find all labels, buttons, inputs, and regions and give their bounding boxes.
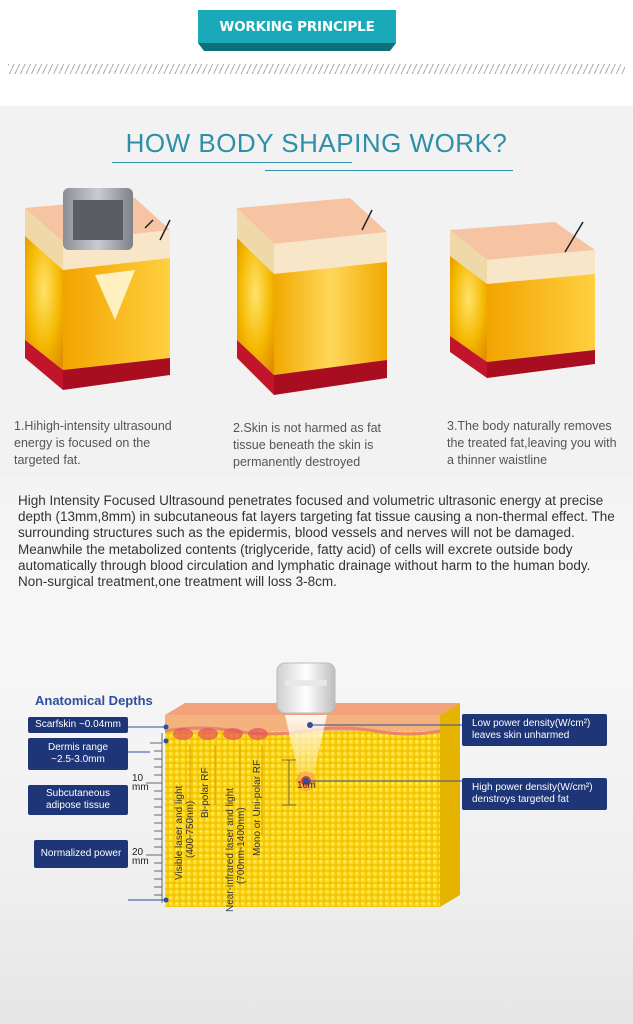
caption-line: a thinner waistline xyxy=(447,453,548,467)
caption-line: 2.Skin is not harmed as fat xyxy=(233,421,381,435)
scale-value: 20 xyxy=(132,847,144,858)
skin-block-illustration-1 xyxy=(15,180,175,400)
label-text: Subcutaneous xyxy=(46,788,110,799)
adipose-label xyxy=(28,785,128,815)
skin-block-illustration-2 xyxy=(232,180,392,400)
scale-unit: mm xyxy=(132,856,149,867)
label-text: adipose tissue xyxy=(46,800,110,811)
beam-text: Mono or Uni-polar RF xyxy=(252,759,263,856)
banner-title: WORKING PRINCIPLE xyxy=(198,10,396,43)
scale-10mm xyxy=(132,774,149,792)
title-underline xyxy=(265,170,513,171)
scale-20mm xyxy=(132,848,149,866)
paragraph-line: surrounding structures such as the epidermis, blood vessels and nerves will not be damaged. xyxy=(18,525,575,541)
focus-depth-label xyxy=(297,780,316,791)
scarfskin-label xyxy=(28,717,128,733)
section-title: HOW BODY SHAPING WORK? xyxy=(125,128,508,158)
divider-hatched xyxy=(8,64,625,74)
paragraph-line: Meanwhile the metabolized contents (triglyceride, fatty acid) of cells will excrete outside body xyxy=(18,541,573,557)
scale-value: 10 xyxy=(132,773,144,784)
caption-line: 3.The body naturally removes xyxy=(447,419,612,433)
step-1-caption xyxy=(14,418,214,469)
caption-line: energy is focused on the xyxy=(14,436,151,450)
monopolar-rf-label xyxy=(252,760,263,856)
label-text: leaves skin unharmed xyxy=(472,730,570,741)
paragraph-line: Non-surgical treatment,one treatment will loss 3-8cm. xyxy=(18,574,337,590)
skin-block-illustration-3 xyxy=(445,212,605,392)
beam-text: 1cm xyxy=(297,780,316,791)
low-power-label xyxy=(462,714,607,746)
beam-text: Visible laser and light xyxy=(174,785,185,880)
visible-light-label xyxy=(174,786,196,880)
label-text: Low power density(W/cm²) xyxy=(472,718,591,729)
caption-line: tissue beneath the skin is xyxy=(233,438,374,452)
caption-line: targeted fat. xyxy=(14,453,81,467)
caption-line: permanently destroyed xyxy=(233,455,361,469)
paragraph-line: depth (13mm,8mm) in subcutaneous fat layers targeting fat tissue causing a non-thermal effect. The xyxy=(18,509,615,525)
scale-unit: mm xyxy=(132,782,149,793)
label-text: Scarfskin ~0.04mm xyxy=(35,719,121,730)
paragraph-line: High Intensity Focused Ultrasound penetrates focused and volumetric ultrasonic energy at precise xyxy=(18,493,604,508)
label-text: ~2.5-3.0mm xyxy=(51,754,105,765)
step-2-caption xyxy=(233,420,433,471)
paragraph-line: automatically through blood circulation and lymphatic drainage without harm to the human body. xyxy=(18,557,591,573)
dermis-label xyxy=(28,738,128,770)
beam-text: (700nm-1400nm) xyxy=(236,807,247,884)
diagram-title: Anatomical Depths xyxy=(35,693,153,708)
caption-line: 1.Hihigh-intensity ultrasound xyxy=(14,419,172,433)
bipolar-rf-label xyxy=(200,767,211,818)
section-banner xyxy=(198,10,396,48)
normalized-power-label xyxy=(34,840,128,868)
label-text: Normalized power xyxy=(40,848,122,859)
near-infrared-label xyxy=(225,788,247,912)
beam-text: Bi-polar RF xyxy=(200,767,211,818)
description-paragraph xyxy=(18,493,623,590)
banner-ribbon-shadow xyxy=(204,43,390,51)
caption-line: the treated fat,leaving you with xyxy=(447,436,617,450)
step-3-caption xyxy=(447,418,632,469)
high-power-label xyxy=(462,778,607,810)
title-underline xyxy=(112,162,352,163)
label-text: High power density(W/cm²) xyxy=(472,782,593,793)
beam-text: Near-infrared laser and light xyxy=(225,788,236,912)
label-text: Dermis range xyxy=(47,742,109,753)
label-text: denstroys targeted fat xyxy=(472,794,569,805)
beam-text: (400-750nm) xyxy=(185,800,196,858)
